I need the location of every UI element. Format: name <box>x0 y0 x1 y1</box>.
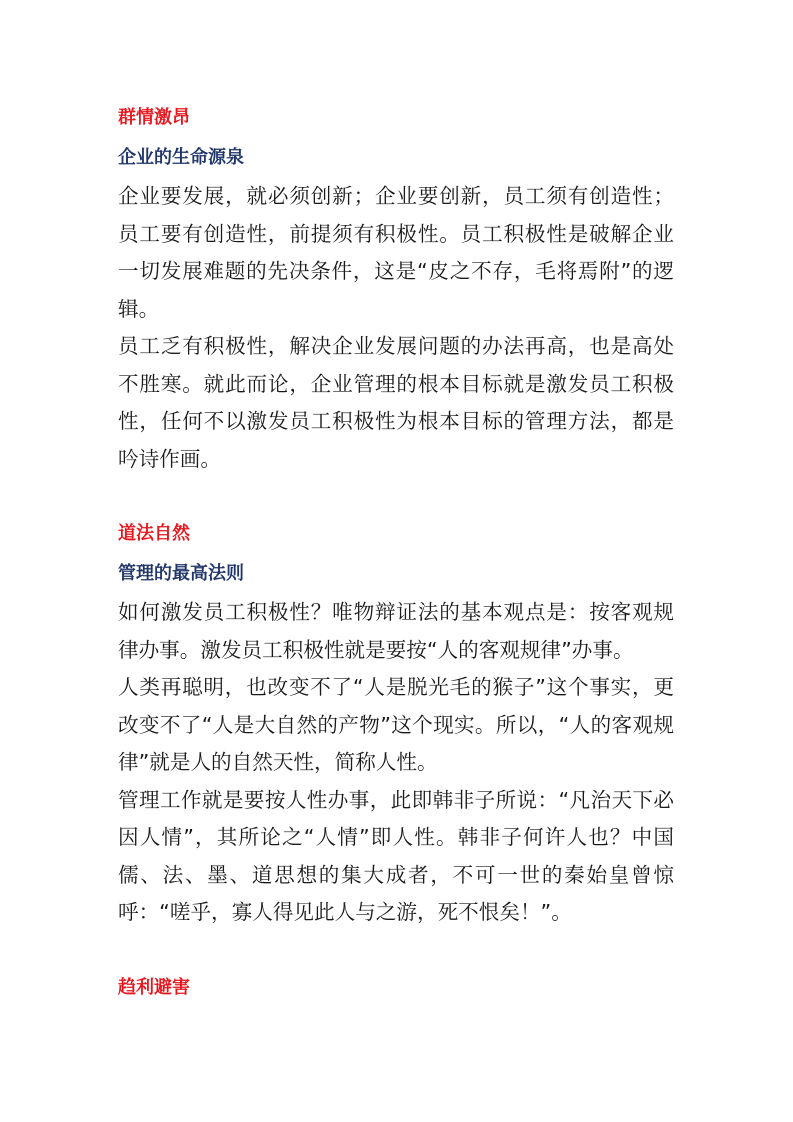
section-title: 趋利避害 <box>118 976 190 998</box>
section-daofa <box>118 520 674 932</box>
paragraph: 管理工作就是要按人性办事，此即韩非子所说：“凡治天下必因人情”，其所论之“人情”即人性。韩非子何许人也？中国儒、法、墨、道思想的集大成者，不可一世的秦始皇曾惊呼：“嗟乎，寡人得见此人与之游，死不恨矣！”。 <box>118 787 674 924</box>
section-subtitle: 企业的生命源泉 <box>118 147 244 168</box>
document-page <box>118 104 674 1044</box>
section-subtitle: 管理的最高法则 <box>118 563 244 584</box>
paragraph: 企业要发展，就必须创新；企业要创新，员工须有创造性；员工要有创造性，前提须有积极性。员工积极性是破解企业一切发展难题的先决条件，这是“皮之不存，毛将焉附”的逻辑。 <box>118 184 674 321</box>
paragraph: 人类再聪明，也改变不了“人是脱光毛的猴子”这个事实，更改变不了“人是大自然的产物”这个现实。所以，“人的客观规律”就是人的自然天性，简称人性。 <box>118 675 674 774</box>
section-qunqing <box>118 104 674 478</box>
section-title: 群情激昂 <box>118 107 190 128</box>
section-title: 道法自然 <box>118 523 190 544</box>
paragraph: 如何激发员工积极性？唯物辩证法的基本观点是：按客观规律办事。激发员工积极性就是要按“人的客观规律”办事。 <box>118 600 674 662</box>
paragraph: 员工乏有积极性，解决企业发展问题的办法再高，也是高处不胜寒。就此而论，企业管理的根本目标就是激发员工积极性，任何不以激发员工积极性为根本目标的管理方法，都是吟诗作画。 <box>118 334 674 471</box>
section-quli <box>118 974 674 1002</box>
